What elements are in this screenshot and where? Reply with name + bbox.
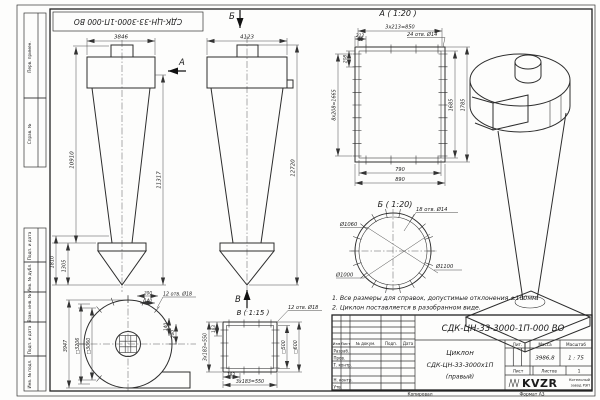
holes-label: 12 отв. Ø18 <box>163 292 193 298</box>
side-view <box>207 10 297 312</box>
company-name-2: завод РЭП <box>570 383 590 388</box>
scale-value: 1 : 75 <box>568 355 584 362</box>
dia-label-3: Ø1100 <box>436 264 454 270</box>
detail-a <box>332 9 471 186</box>
dim-bottom-outer: 890 <box>395 177 405 183</box>
left-margin-column <box>24 13 46 391</box>
dim-left-offset: 208 <box>343 54 349 64</box>
dim-right-outer: 1785 <box>460 98 467 112</box>
logo-text: KVZR <box>522 377 558 390</box>
note-1: 1. Все размеры для справок, допустимые отклонения ±100мм. <box>332 295 539 302</box>
dim-top-offset: 212 <box>355 34 365 39</box>
row-razrab: Разраб. <box>333 348 350 354</box>
detail-b-labels <box>335 206 462 279</box>
dim-height: 12720 <box>290 159 297 177</box>
isometric-view <box>466 54 590 352</box>
lit-label: Лит. <box>512 342 523 347</box>
product-name-3: (правый) <box>445 373 475 381</box>
doc-number: СДК-ЦН-33-3000-1П-000 ВО <box>441 324 565 334</box>
inlet-lip <box>287 80 293 88</box>
dim-side-2: 200 <box>170 330 175 338</box>
dim-bottom-inner: 790 <box>395 167 405 173</box>
cone-outline <box>92 88 150 243</box>
section-label-v: В <box>235 295 241 305</box>
copied-label: Копировал <box>407 392 433 398</box>
dim-square-outer: □3206 <box>75 337 81 355</box>
margin-label-3: Инв. № дубл. <box>27 263 32 293</box>
detail-v <box>203 304 323 388</box>
holes-label: 24 отв. Ø14 <box>407 32 438 38</box>
flange-outer <box>223 322 277 372</box>
company-logo <box>509 377 591 390</box>
dim-bottom-offset: 183 <box>227 371 235 377</box>
margin-label-2: Подп. и дата <box>27 231 32 261</box>
dim-width: 3846 <box>114 34 128 41</box>
sheets-label: Листов <box>541 368 557 374</box>
row-nkontr: Н. контр. <box>333 377 353 383</box>
col-date: Дата <box>402 340 414 346</box>
detail-b-title: Б ( 1:20) <box>377 200 413 209</box>
bolt-ticks <box>353 45 448 165</box>
col-doc: № докум. <box>355 340 376 346</box>
outlet-pipe-top <box>515 55 541 69</box>
dim-top-1: 200 <box>144 290 152 296</box>
row-tkontr: Т. контр. <box>333 362 353 368</box>
volute-dimensions <box>63 291 196 389</box>
scroll-tongue <box>126 372 190 388</box>
note-2: 2. Циклон поставляется в разобранном виде. <box>332 304 481 312</box>
bolt-ticks <box>221 320 280 375</box>
detail-a-title: А ( 1:20 ) <box>379 9 417 18</box>
row-utv: Утв. <box>333 384 342 390</box>
dim-top-2: 140 <box>144 297 152 303</box>
scroll-body <box>87 57 155 88</box>
dim-left: 3x183=550 <box>203 332 209 362</box>
flange-outer <box>355 47 445 162</box>
dim-bottom-inner: 1305 <box>61 259 68 273</box>
title-block <box>332 315 592 390</box>
dim-right-inner: □500 <box>281 340 287 354</box>
dim-left-offset: 183 <box>210 325 216 333</box>
dia-label-1: Ø1060 <box>340 222 358 228</box>
holes-label: 18 отв. Ø14 <box>416 207 448 213</box>
inlet-duct <box>472 95 528 130</box>
product-name-2: СДК-ЦН-33-3000х1П <box>426 362 494 369</box>
product-name-1: Циклон <box>446 349 474 357</box>
margin-label-6: Инв. № подл. <box>27 359 32 389</box>
spring-icon <box>509 379 519 387</box>
col-list: Лист <box>340 340 351 346</box>
section-arrow-v <box>235 290 247 308</box>
front-view <box>50 35 300 293</box>
row-prov: Пров. <box>333 355 346 361</box>
dim-top: 3x213=850 <box>385 24 415 31</box>
col-izm: Изм <box>332 340 341 346</box>
flange-inner <box>359 51 441 158</box>
margin-label-0: Перв. примен. <box>27 41 32 73</box>
sheet-label: Лист <box>512 368 524 374</box>
flange-inner <box>227 326 274 369</box>
section-label-b: Б <box>229 12 235 22</box>
dia-label-2: Ø1000 <box>336 272 354 279</box>
top-stamp <box>53 12 203 31</box>
mass-label: Масса <box>538 342 552 347</box>
margin-label-4: Взам. инв. № <box>27 293 32 323</box>
mass-value: 3986,8 <box>535 355 555 362</box>
col-sign: Подп. <box>384 340 398 346</box>
dim-square-inner: □3060 <box>86 337 92 355</box>
detail-v-title: В ( 1:15 ) <box>236 309 270 317</box>
bottom-margin <box>407 392 544 398</box>
dim-bottom-outer: 1810 <box>49 255 56 269</box>
dim-right-inner: 1685 <box>448 98 455 112</box>
outlet-pipe <box>515 62 541 83</box>
holes-label: 12 отв. Ø18 <box>288 305 319 311</box>
notes <box>332 295 539 312</box>
section-arrow-a <box>168 58 186 71</box>
sheets-value: 1 <box>577 369 581 375</box>
section-arrow-b <box>229 10 240 28</box>
dim-height-outer: 10910 <box>69 151 76 169</box>
detail-b <box>335 200 462 293</box>
dim-overall: 3947 <box>63 339 69 353</box>
volute-view <box>63 291 196 393</box>
scale-label: Масштаб <box>566 342 586 347</box>
dim-bottom: 3x183=550 <box>235 380 265 386</box>
stamp-text: СДК-ЦН-33-3000-1П-000 ВО <box>73 17 183 26</box>
company-name-1: Котельный <box>569 378 590 382</box>
format-label: Формат А3 <box>519 392 545 398</box>
cone <box>498 113 566 300</box>
scroll-top-ellipse <box>470 54 570 106</box>
dim-right-outer: □600 <box>293 340 299 354</box>
outlet-stub <box>237 45 258 57</box>
margin-label-1: Справ. № <box>27 123 32 145</box>
dim-width: 4123 <box>240 34 254 41</box>
dim-side-1: 140 <box>163 323 168 331</box>
dim-left: 8x208=1665 <box>332 89 338 121</box>
margin-label-5: Подп. и дата <box>27 325 32 355</box>
dim-height-inner: 11317 <box>156 171 163 189</box>
section-label-a: А <box>179 58 185 68</box>
